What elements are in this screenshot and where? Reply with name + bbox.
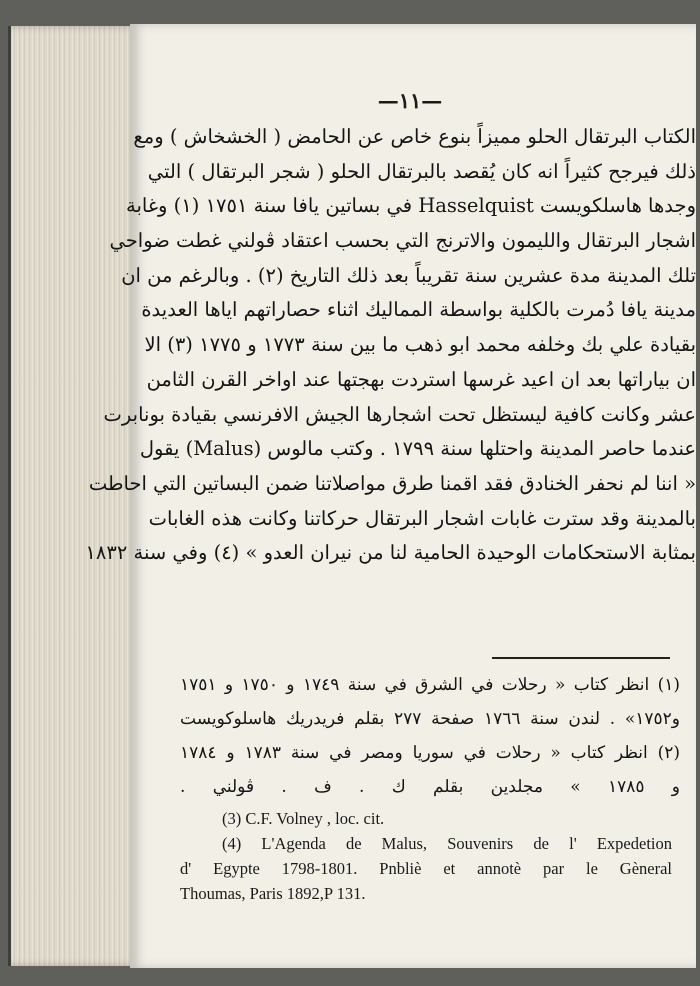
arabic-footnotes — [180, 668, 680, 804]
footnote-line: Thoumas, Paris 1892,P 131. — [180, 884, 366, 903]
footnote-divider — [492, 657, 670, 659]
footnote-line: و ١٧٨٥ » مجلدين بقلم ك . ف . ڤولني . — [180, 777, 680, 797]
body-line: بمثابة الاستحكامات الوحيدة الحامية لنا من نيران العدو » (٤) وفي سنة ١٨٣٢ — [85, 541, 696, 565]
footnote-line: (٢) انظر كتاب « رحلات في سوريا ومصر في سنة ١٧٨٣ و ١٧٨٤ — [180, 743, 680, 763]
latin-footnotes — [180, 806, 672, 906]
body-line: عندما حاصر المدينة واحتلها سنة ١٧٩٩ . وكتب مالوس (Malus) يقول — [139, 437, 696, 461]
body-line: اشجار البرتقال والليمون والاترنج التي بحسب اعتقاد ڤولني غطت ضواحي — [109, 229, 696, 253]
footnote-line: (4) L'Agenda de Malus, Souvenirs de l' Expedetion — [222, 834, 672, 853]
body-line: عشر وكانت كافية ليستظل تحت اشجارها الجيش الافرنسي بقيادة بونابرت — [103, 402, 696, 426]
body-line: « اننا لم نحفر الخنادق فقد اقمنا طرق مواصلاتنا ضمن البساتين التي احاطت — [88, 471, 696, 495]
body-line: ذلك فيرجح كثيراً انه كان يُقصد بالبرتقال الحلو ( شجر البرتقال ) التي — [147, 159, 696, 183]
body-line: وجدها هاسلكويست Hasselquist في بساتين يافا سنة ١٧٥١ (١) وغابة — [126, 194, 696, 218]
body-line: مدينة يافا دُمرت بالكلية بواسطة المماليك اثناء حصاراتهم اياها العديدة — [141, 298, 696, 322]
page-number: —١١— — [377, 88, 443, 113]
footnote-line: (3) C.F. Volney , loc. cit. — [222, 809, 385, 828]
body-line: الكتاب البرتقال الحلو مميزاً بنوع خاص عن الحامض ( الخشخاش ) ومع — [133, 125, 696, 148]
body-line: بقيادة علي بك وخلفه محمد ابو ذهب ما بين سنة ١٧٧٣ و ١٧٧٥ (٣) الا — [144, 333, 696, 357]
arabic-body-text — [85, 120, 696, 571]
body-line: ان بياراتها بعد ان اعيد غرسها استردت بهجتها عند اواخر القرن الثامن — [146, 367, 696, 391]
body-line: بالمدينة وقد سترت غابات اشجار البرتقال حركاتنا وكانت هذه الغابات — [148, 506, 696, 530]
footnote-line: و١٧٥٢» . لندن سنة ١٧٦٦ صفحة ٢٧٧ بقلم فريدريك هاسلوكويست — [180, 709, 680, 729]
footnote-line: d' Egypte 1798-1801. Pnbliè et annotè par le Gèneral — [180, 859, 672, 878]
footnote-line: (١) انظر كتاب « رحلات في الشرق في سنة ١٧٤٩ و ١٧٥٠ و ١٧٥١ — [180, 675, 680, 695]
body-line: تلك المدينة مدة عشرين سنة تقريباً بعد ذلك التاريخ (٢) . وبالرغم من ان — [121, 263, 696, 287]
